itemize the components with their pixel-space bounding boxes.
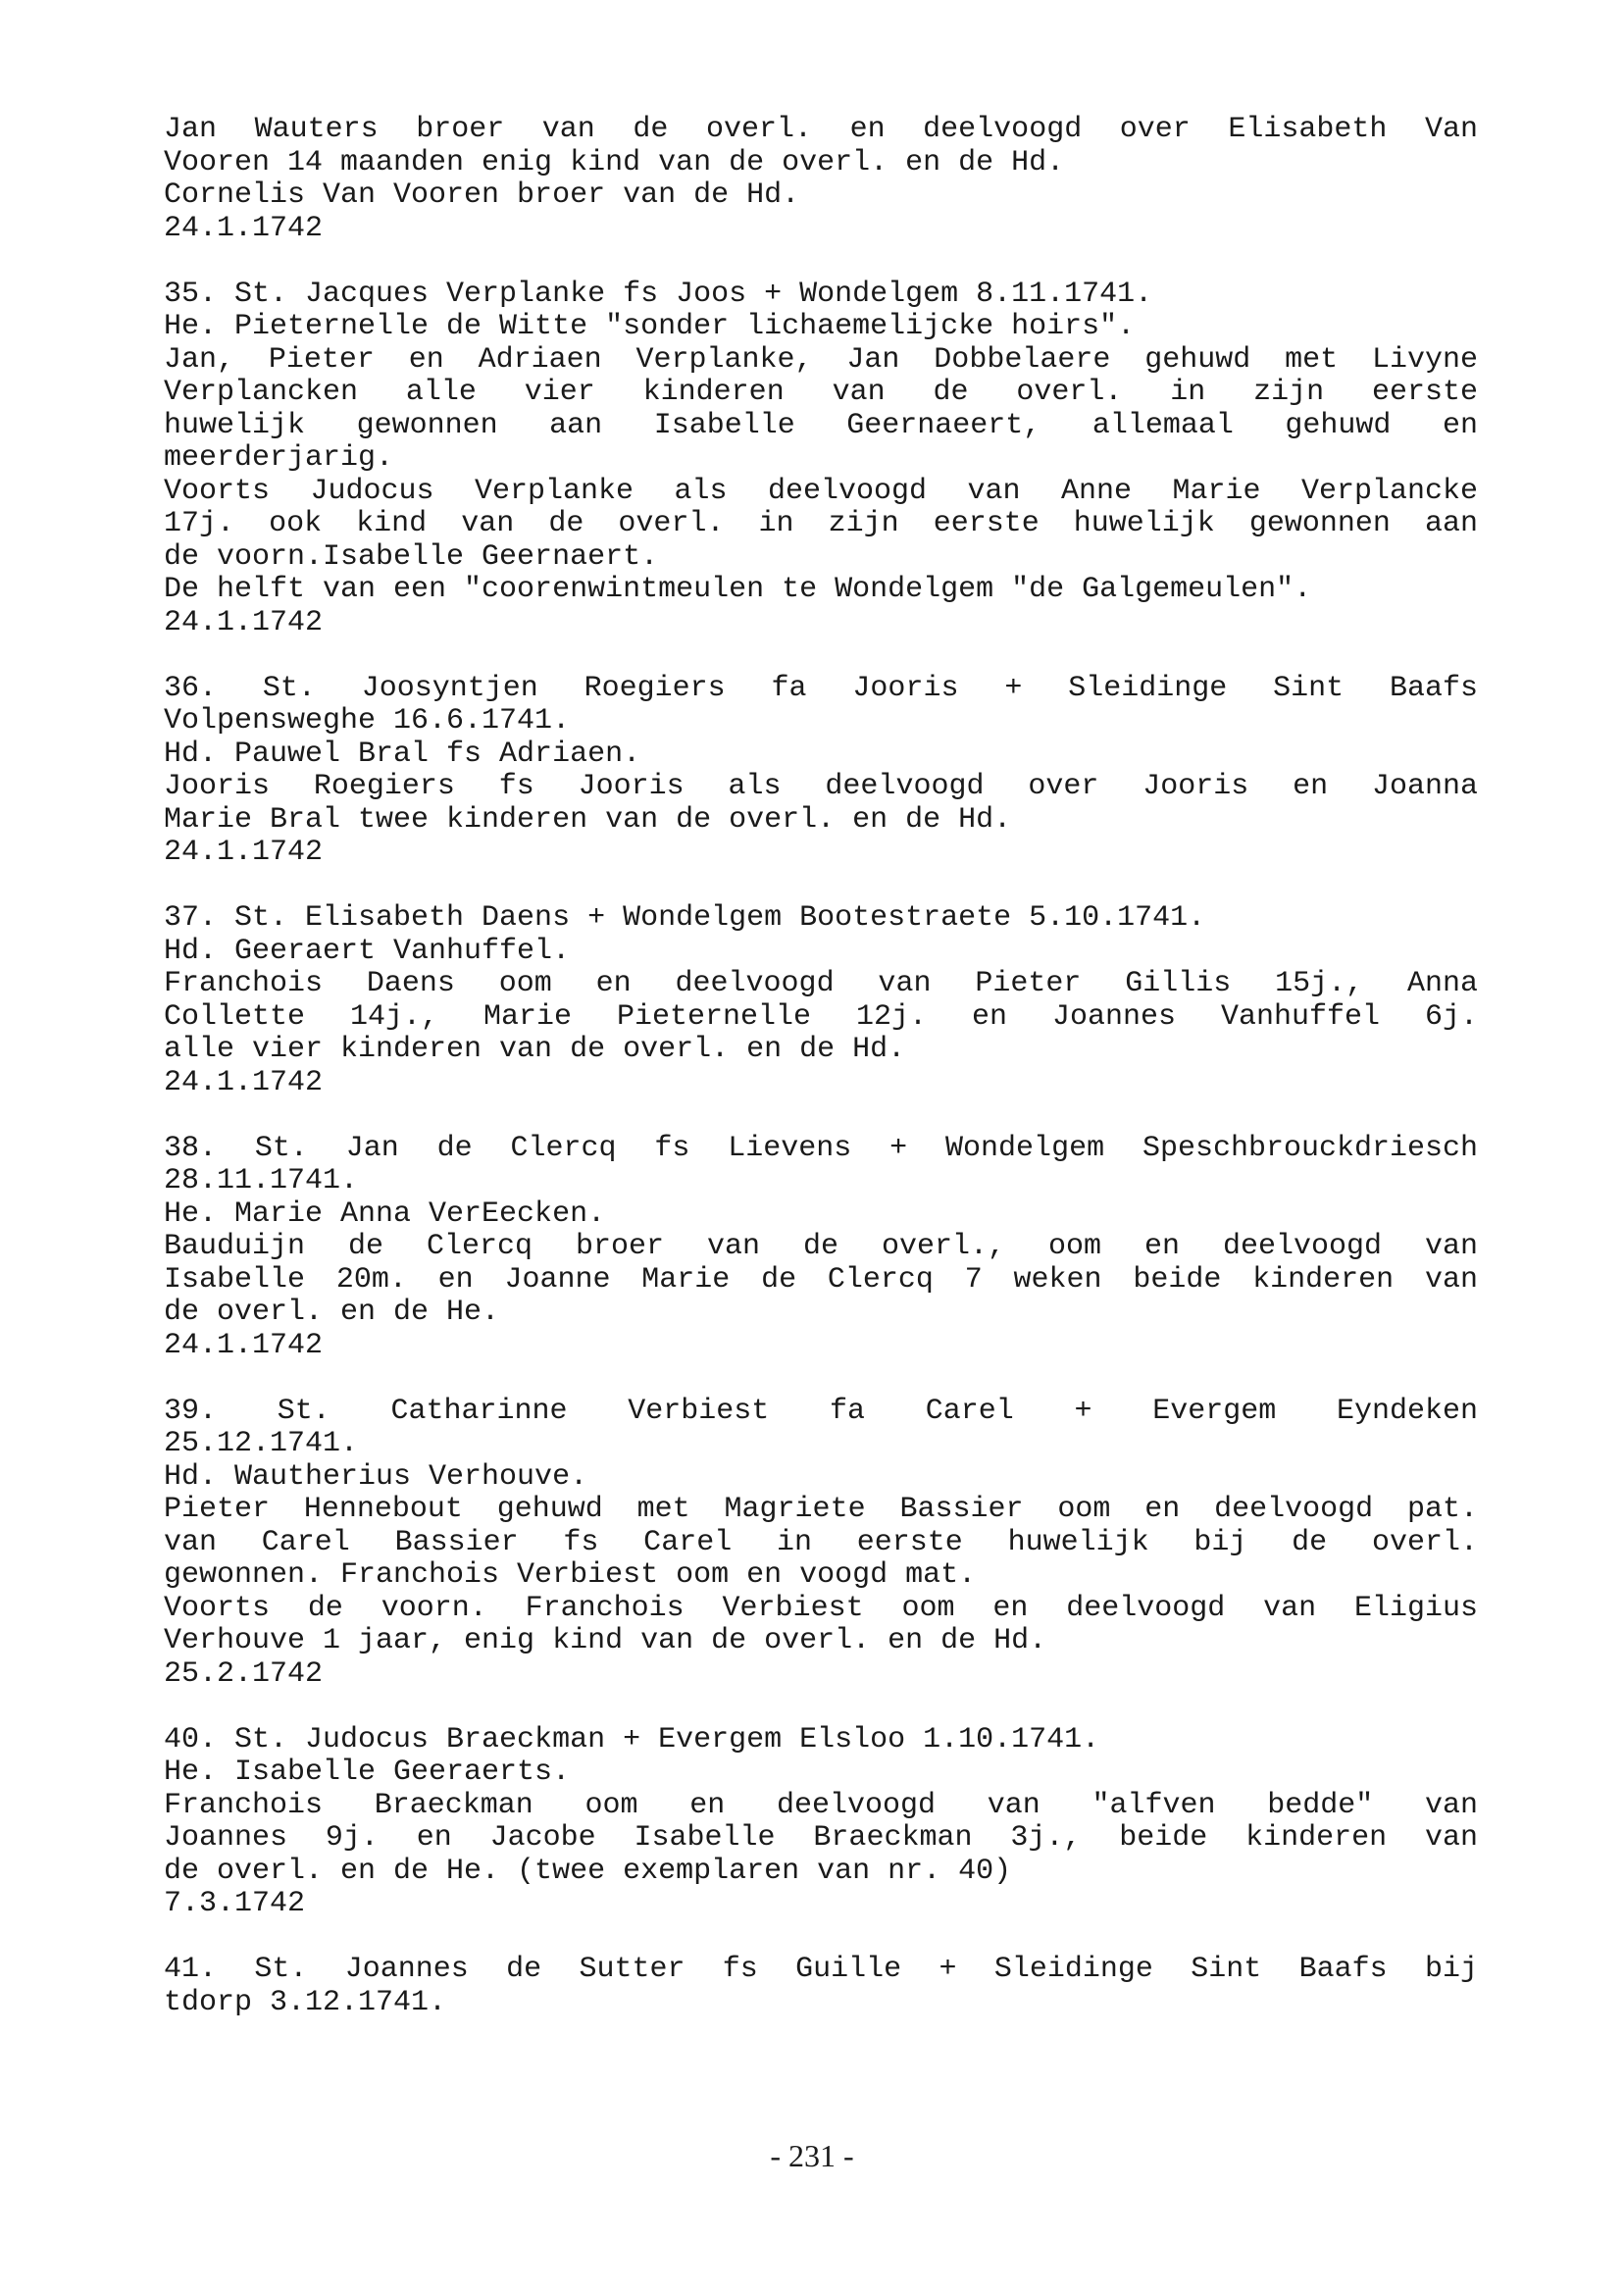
text-line: Collette 14j., Marie Pieternelle 12j. en Joannes Vanhuffel 6j. (164, 999, 1478, 1034)
text-line: Jan Wauters broer van de overl. en deelvoogd over Elisabeth Van (164, 113, 1478, 146)
text-line: Hd. Geeraert Vanhuffel. (164, 934, 571, 968)
text-line: Franchois Braeckman oom en deelvoogd van "alfven bedde" van (164, 1788, 1478, 1822)
text-line: 40. St. Judocus Braeckman + Evergem Elsloo 1.10.1741. (164, 1722, 1100, 1756)
text-line: Voorts Judocus Verplanke als deelvoogd van Anne Marie Verplancke (164, 474, 1478, 508)
text-line: Hd. Wautherius Verhouve. (164, 1459, 588, 1494)
page-number: - 231 - (770, 2138, 854, 2173)
record-entry (164, 1724, 1478, 1921)
text-line: 25.2.1742 (164, 1656, 324, 1691)
text-line: 38. St. Jan de Clercq fs Lievens + Wondelgem Speschbrouckdriesch (164, 1131, 1478, 1165)
text-line: de voorn.Isabelle Geernaert. (164, 539, 659, 574)
record-entry (164, 114, 1478, 245)
text-line: He. Isabelle Geeraerts. (164, 1756, 571, 1789)
record-entry (164, 902, 1478, 1099)
text-line: Verplancken alle vier kinderen van de overl. in zijn eerste (164, 376, 1478, 409)
text-line: Jan, Pieter en Adriaen Verplanke, Jan Dobbelaere gehuwd met Livyne (164, 342, 1478, 377)
text-line: 7.3.1742 (164, 1887, 306, 1920)
record-entry (164, 1954, 1478, 2019)
text-line: 36. St. Joosyntjen Roegiers fa Jooris + Sleidinge Sint Baafs (164, 671, 1478, 705)
text-line: de overl. en de He. (twee exemplaren van nr. 40) (164, 1854, 1012, 1888)
text-line: Verhouve 1 jaar, enig kind van de overl. en de Hd. (164, 1624, 1047, 1657)
text-line: 35. St. Jacques Verplanke fs Joos + Wondelgem 8.11.1741. (164, 277, 1153, 311)
text-line: Isabelle 20m. en Joanne Marie de Clercq 7 weken beide kinderen van (164, 1262, 1478, 1297)
text-line: 39. St. Catharinne Verbiest fa Carel + Evergem Eyndeken (164, 1394, 1478, 1428)
record-entry (164, 1133, 1478, 1363)
text-line: 41. St. Joannes de Sutter fs Guille + Sleidinge Sint Baafs bij (164, 1953, 1478, 1986)
text-line: Vooren 14 maanden enig kind van de overl. en de Hd. (164, 145, 1065, 179)
text-line: 24.1.1742 (164, 1328, 324, 1362)
text-line: 24.1.1742 (164, 1065, 324, 1099)
text-line: Franchois Daens oom en deelvoogd van Pieter Gillis 15j., Anna (164, 967, 1478, 1000)
text-line: De helft van een "coorenwintmeulen te Wondelgem "de Galgemeulen". (164, 573, 1312, 606)
document-page (164, 114, 1478, 2053)
record-entry (164, 673, 1478, 870)
record-entry (164, 1396, 1478, 1692)
text-line: He. Pieternelle de Witte "sonder lichaemelijcke hoirs". (164, 310, 1136, 343)
text-line: 37. St. Elisabeth Daens + Wondelgem Bootestraete 5.10.1741. (164, 901, 1206, 935)
text-line: alle vier kinderen van de overl. en de Hd. (164, 1033, 906, 1066)
text-line: de overl. en de He. (164, 1296, 500, 1329)
text-line: Marie Bral twee kinderen van de overl. en de Hd. (164, 802, 1012, 837)
text-line: Joannes 9j. en Jacobe Isabelle Braeckman 3j., beide kinderen van (164, 1821, 1478, 1855)
text-line: 28.11.1741. (164, 1164, 359, 1197)
text-line: Cornelis Van Vooren broer van de Hd. (164, 178, 800, 212)
text-line: meerderjarig. (164, 441, 394, 475)
text-line: 24.1.1742 (164, 836, 324, 869)
text-line: He. Marie Anna VerEecken. (164, 1196, 606, 1231)
text-line: gewonnen. Franchois Verbiest oom en voogd mat. (164, 1558, 977, 1592)
text-line: Hd. Pauwel Bral fs Adriaen. (164, 737, 641, 771)
text-line: Volpensweghe 16.6.1741. (164, 704, 571, 738)
text-line: Voorts de voorn. Franchois Verbiest oom en deelvoogd van Eligius (164, 1591, 1478, 1625)
text-line: huwelijk gewonnen aan Isabelle Geernaeert, allemaal gehuwd en (164, 408, 1478, 442)
text-line: Bauduijn de Clercq broer van de overl., oom en deelvoogd van (164, 1230, 1478, 1263)
text-line: 25.12.1741. (164, 1427, 359, 1460)
record-entry (164, 279, 1478, 640)
text-line: Pieter Hennebout gehuwd met Magriete Bassier oom en deelvoogd pat. (164, 1493, 1478, 1526)
text-line: 17j. ook kind van de overl. in zijn eerste huwelijk gewonnen aan (164, 507, 1478, 540)
text-line: 24.1.1742 (164, 211, 324, 245)
text-line: van Carel Bassier fs Carel in eerste huwelijk bij de overl. (164, 1525, 1478, 1559)
text-line: 24.1.1742 (164, 605, 324, 639)
text-line: Jooris Roegiers fs Jooris als deelvoogd over Jooris en Joanna (164, 770, 1478, 803)
text-line: tdorp 3.12.1741. (164, 1985, 447, 2019)
